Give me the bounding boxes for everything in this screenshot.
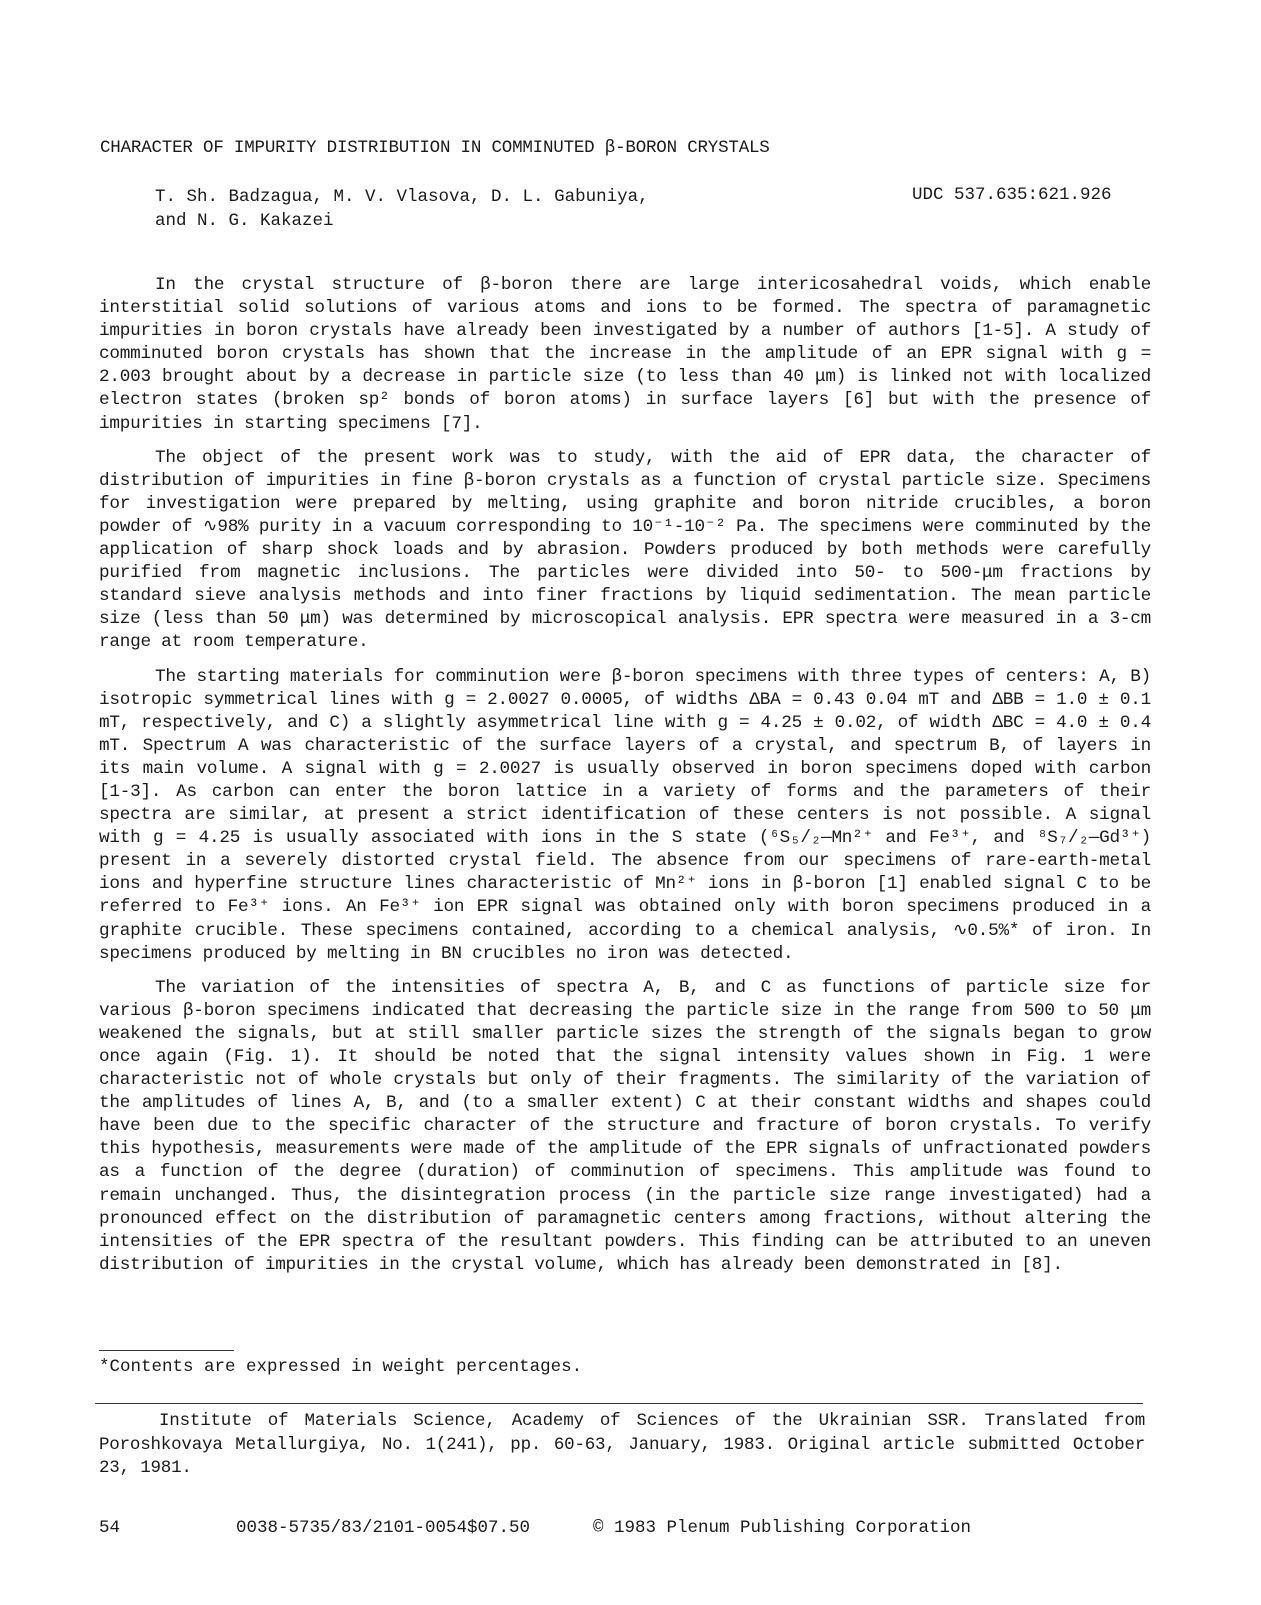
footnote-divider <box>99 1350 234 1351</box>
article-body <box>99 274 1151 1288</box>
paragraph-3: The starting materials for comminution were β-boron specimens with three types of centers: A, B) isotropic symmetrical lines with g = 2.0027 0.0005, of widths ΔBA = 0.43 0.04 mT and ΔBB = 1.0 ± 0.1 mT, respectively, and C) a slightly asymmetrical line with g = 4.25 ± 0.02, of width ΔBC = 4.0 ± 0.4 mT. Spectrum A was characteristic of the surface layers of a crystal, and spectrum B, of layers in its main volume. A signal with g = 2.0027 is usually observed in boron specimens doped with carbon [1-3]. As carbon can enter the boron lattice in a variety of forms and the parameters of their spectra are similar, at present a strict identification of these centers is not possible. A signal with g = 4.25 is usually associated with ions in the S state (⁶S₅/₂—Mn²⁺ and Fe³⁺, and ⁸S₇/₂—Gd³⁺) present in a severely distorted crystal field. The absence from our specimens of rare-earth-metal ions and hyperfine structure lines characteristic of Mn²⁺ ions in β-boron [1] enabled signal C to be referred to Fe³⁺ ions. An Fe³⁺ ion EPR signal was obtained only with boron specimens produced in a graphite crucible. These specimens contained, according to a chemical analysis, ∿0.5%* of iron. In specimens produced by melting in BN crucibles no iron was detected. <box>99 666 1151 964</box>
copyright-notice: © 1983 Plenum Publishing Corporation <box>593 1518 972 1538</box>
article-title: CHARACTER OF IMPURITY DISTRIBUTION IN COMMINUTED β-BORON CRYSTALS <box>100 138 770 158</box>
institution-text: Institute of Materials Science, Academy of Sciences of the Ukrainian SSR. Translated from Poroshkovaya Metallurgiya, No. 1(241), pp. 60-63, January, 1983. Original article submitted October 23, 1981. <box>99 1411 1145 1478</box>
udc-code: UDC 537.635:621.926 <box>912 185 1112 205</box>
paragraph-4: The variation of the intensities of spectra A, B, and C as functions of particle size for various β-boron specimens indicated that decreasing the particle size in the range from 500 to 50 μm weakened the signals, but at still smaller particle sizes the strength of the signals began to grow once again (Fig. 1). It should be noted that the signal intensity values shown in Fig. 1 were characteristic not of whole crystals but only of their fragments. The similarity of the variation of the amplitudes of lines A, B, and (to a smaller extent) C at their constant widths and shapes could have been due to the specific character of the structure and fracture of boron crystals. To verify this hypothesis, measurements were made of the amplitude of the EPR signals of unfractionated powders as a function of the degree (duration) of comminution of specimens. This amplitude was found to remain unchanged. Thus, the disintegration process (in the particle size range investigated) had a pronounced effect on the distribution of paramagnetic centers among fractions, without altering the intensities of the EPR spectra of the resultant powders. This finding can be attributed to an uneven distribution of impurities in the crystal volume, which has already been demonstrated in [8]. <box>99 977 1151 1275</box>
paragraph-1: In the crystal structure of β-boron there are large intericosahedral voids, which enable interstitial solid solutions of various atoms and ions to be formed. The spectra of paramagnetic impurities in boron crystals have already been investigated by a number of authors [1-5]. A study of comminuted boron crystals has shown that the increase in the amplitude of an EPR signal with g = 2.003 brought about by a decrease in particle size (to less than 40 μm) is linked not with localized electron states (broken sp² bonds of boron atoms) in surface layers [6] but with the presence of impurities in starting specimens [7]. <box>99 275 1151 434</box>
author-line-1: T. Sh. Badzagua, M. V. Vlasova, D. L. Gabuniya, <box>155 187 649 207</box>
author-block <box>155 185 795 233</box>
author-line-2: and N. G. Kakazei <box>155 211 334 231</box>
page-number: 54 <box>99 1518 121 1538</box>
footnote: *Contents are expressed in weight percentages. <box>99 1357 583 1377</box>
institution-note <box>99 1410 1145 1481</box>
institution-divider <box>95 1403 1143 1404</box>
paragraph-2: The object of the present work was to study, with the aid of EPR data, the character of distribution of impurities in fine β-boron crystals as a function of crystal particle size. Specimens for investigation were prepared by melting, using graphite and boron nitride crucibles, a boron powder of ∿98% purity in a vacuum corresponding to 10⁻¹-10⁻² Pa. The specimens were comminuted by the application of sharp shock loads and by abrasion. Powders produced by both methods were carefully purified from magnetic inclusions. The particles were divided into 50- to 500-μm fractions by standard sieve analysis methods and into finer fractions by liquid sedimentation. The mean particle size (less than 50 μm) was determined by microscopical analysis. EPR spectra were measured in a 3-cm range at room temperature. <box>99 447 1151 653</box>
article-code: 0038-5735/83/2101-0054$07.50 <box>236 1518 531 1538</box>
